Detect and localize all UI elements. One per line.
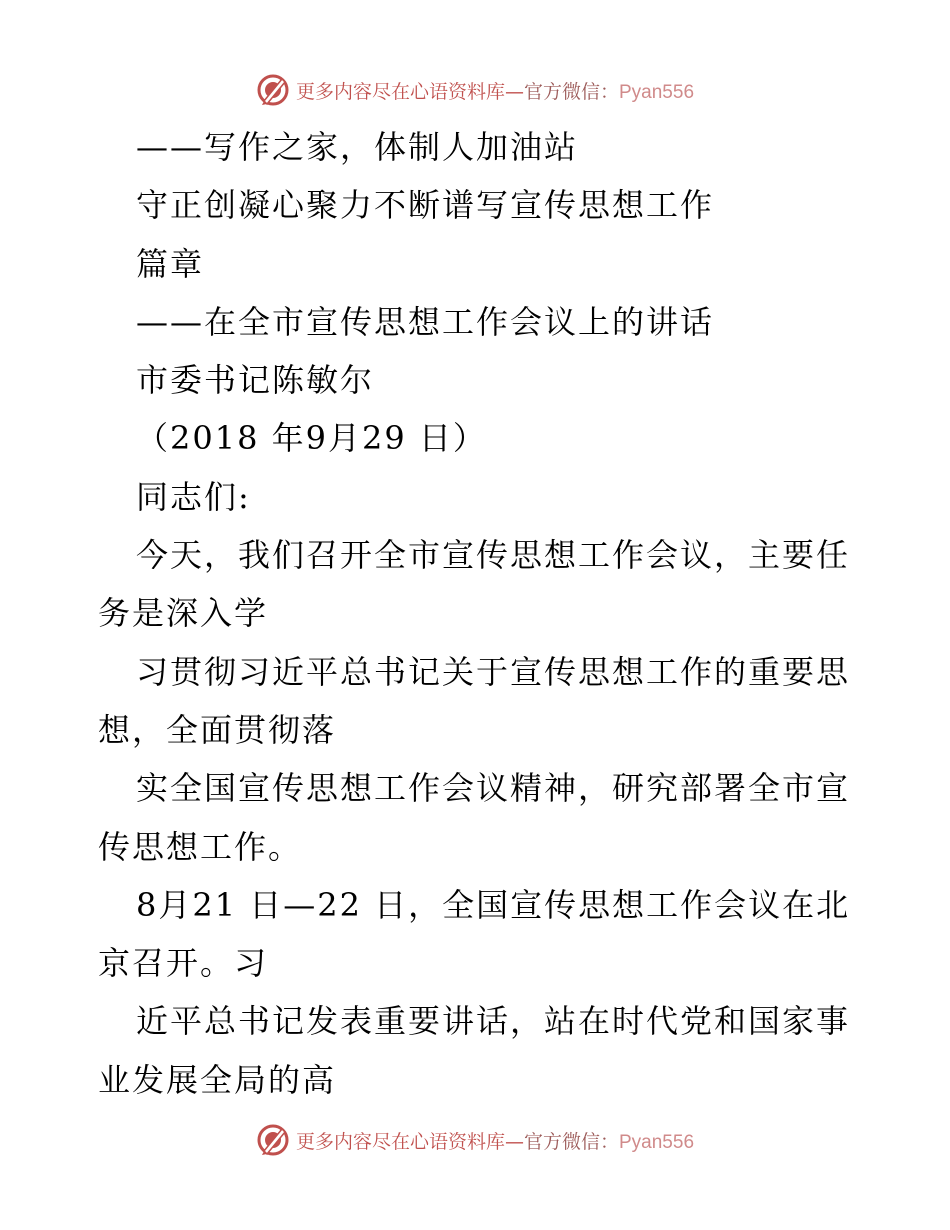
footer-watermark bbox=[0, 1120, 950, 1160]
paragraph-line: 8月21 日—22 日，全国宣传思想工作会议在北 bbox=[136, 885, 851, 924]
speech-subtitle: ——在全市宣传思想工作会议上的讲话 bbox=[136, 302, 715, 341]
title-line-1: 守正创凝心聚力不断谱写宣传思想工作 bbox=[136, 186, 715, 225]
paragraph-line: 想，全面贯彻落 bbox=[98, 710, 337, 749]
watermark-dash: — bbox=[504, 80, 524, 103]
watermark-text bbox=[296, 1127, 694, 1154]
watermark-wechat-id: Pyan556 bbox=[619, 81, 695, 103]
watermark-wechat-id: Pyan556 bbox=[619, 1131, 695, 1153]
watermark-wechat-label: 官方微信： bbox=[523, 1130, 619, 1153]
paragraph-line: 业发展全局的高 bbox=[98, 1060, 337, 1099]
watermark-main: 更多内容尽在心语资料库 bbox=[295, 1130, 505, 1153]
paragraph-line: 京召开。习 bbox=[98, 944, 269, 983]
paragraph-line: 实全国宣传思想工作会议精神，研究部署全市宣 bbox=[136, 769, 851, 808]
speaker-name: 市委书记陈敏尔 bbox=[136, 361, 375, 400]
paragraph-line: 习贯彻习近平总书记关于宣传思想工作的重要思 bbox=[136, 652, 851, 691]
salutation: 同志们: bbox=[136, 477, 251, 516]
paragraph-line: 务是深入学 bbox=[98, 594, 269, 633]
paragraph-line: 近平总书记发表重要讲话，站在时代党和国家事 bbox=[136, 1002, 851, 1041]
paragraph-line: 今天，我们召开全市宣传思想工作会议，主要任 bbox=[136, 536, 851, 575]
title-line-2: 篇章 bbox=[136, 244, 205, 283]
watermark-main: 更多内容尽在心语资料库 bbox=[295, 80, 505, 103]
watermark-dash: — bbox=[504, 1130, 524, 1153]
paragraph-line: 传思想工作。 bbox=[98, 827, 303, 866]
pen-logo-icon bbox=[256, 73, 290, 107]
header-watermark bbox=[0, 70, 950, 110]
subtitle-line: ——写作之家，体制人加油站 bbox=[136, 128, 579, 166]
watermark-text bbox=[296, 77, 694, 104]
watermark-wechat-label: 官方微信： bbox=[523, 80, 619, 103]
document-body bbox=[98, 118, 858, 1109]
speech-date: （2018 年9月29 日） bbox=[136, 419, 487, 458]
pen-logo-icon bbox=[256, 1123, 290, 1157]
